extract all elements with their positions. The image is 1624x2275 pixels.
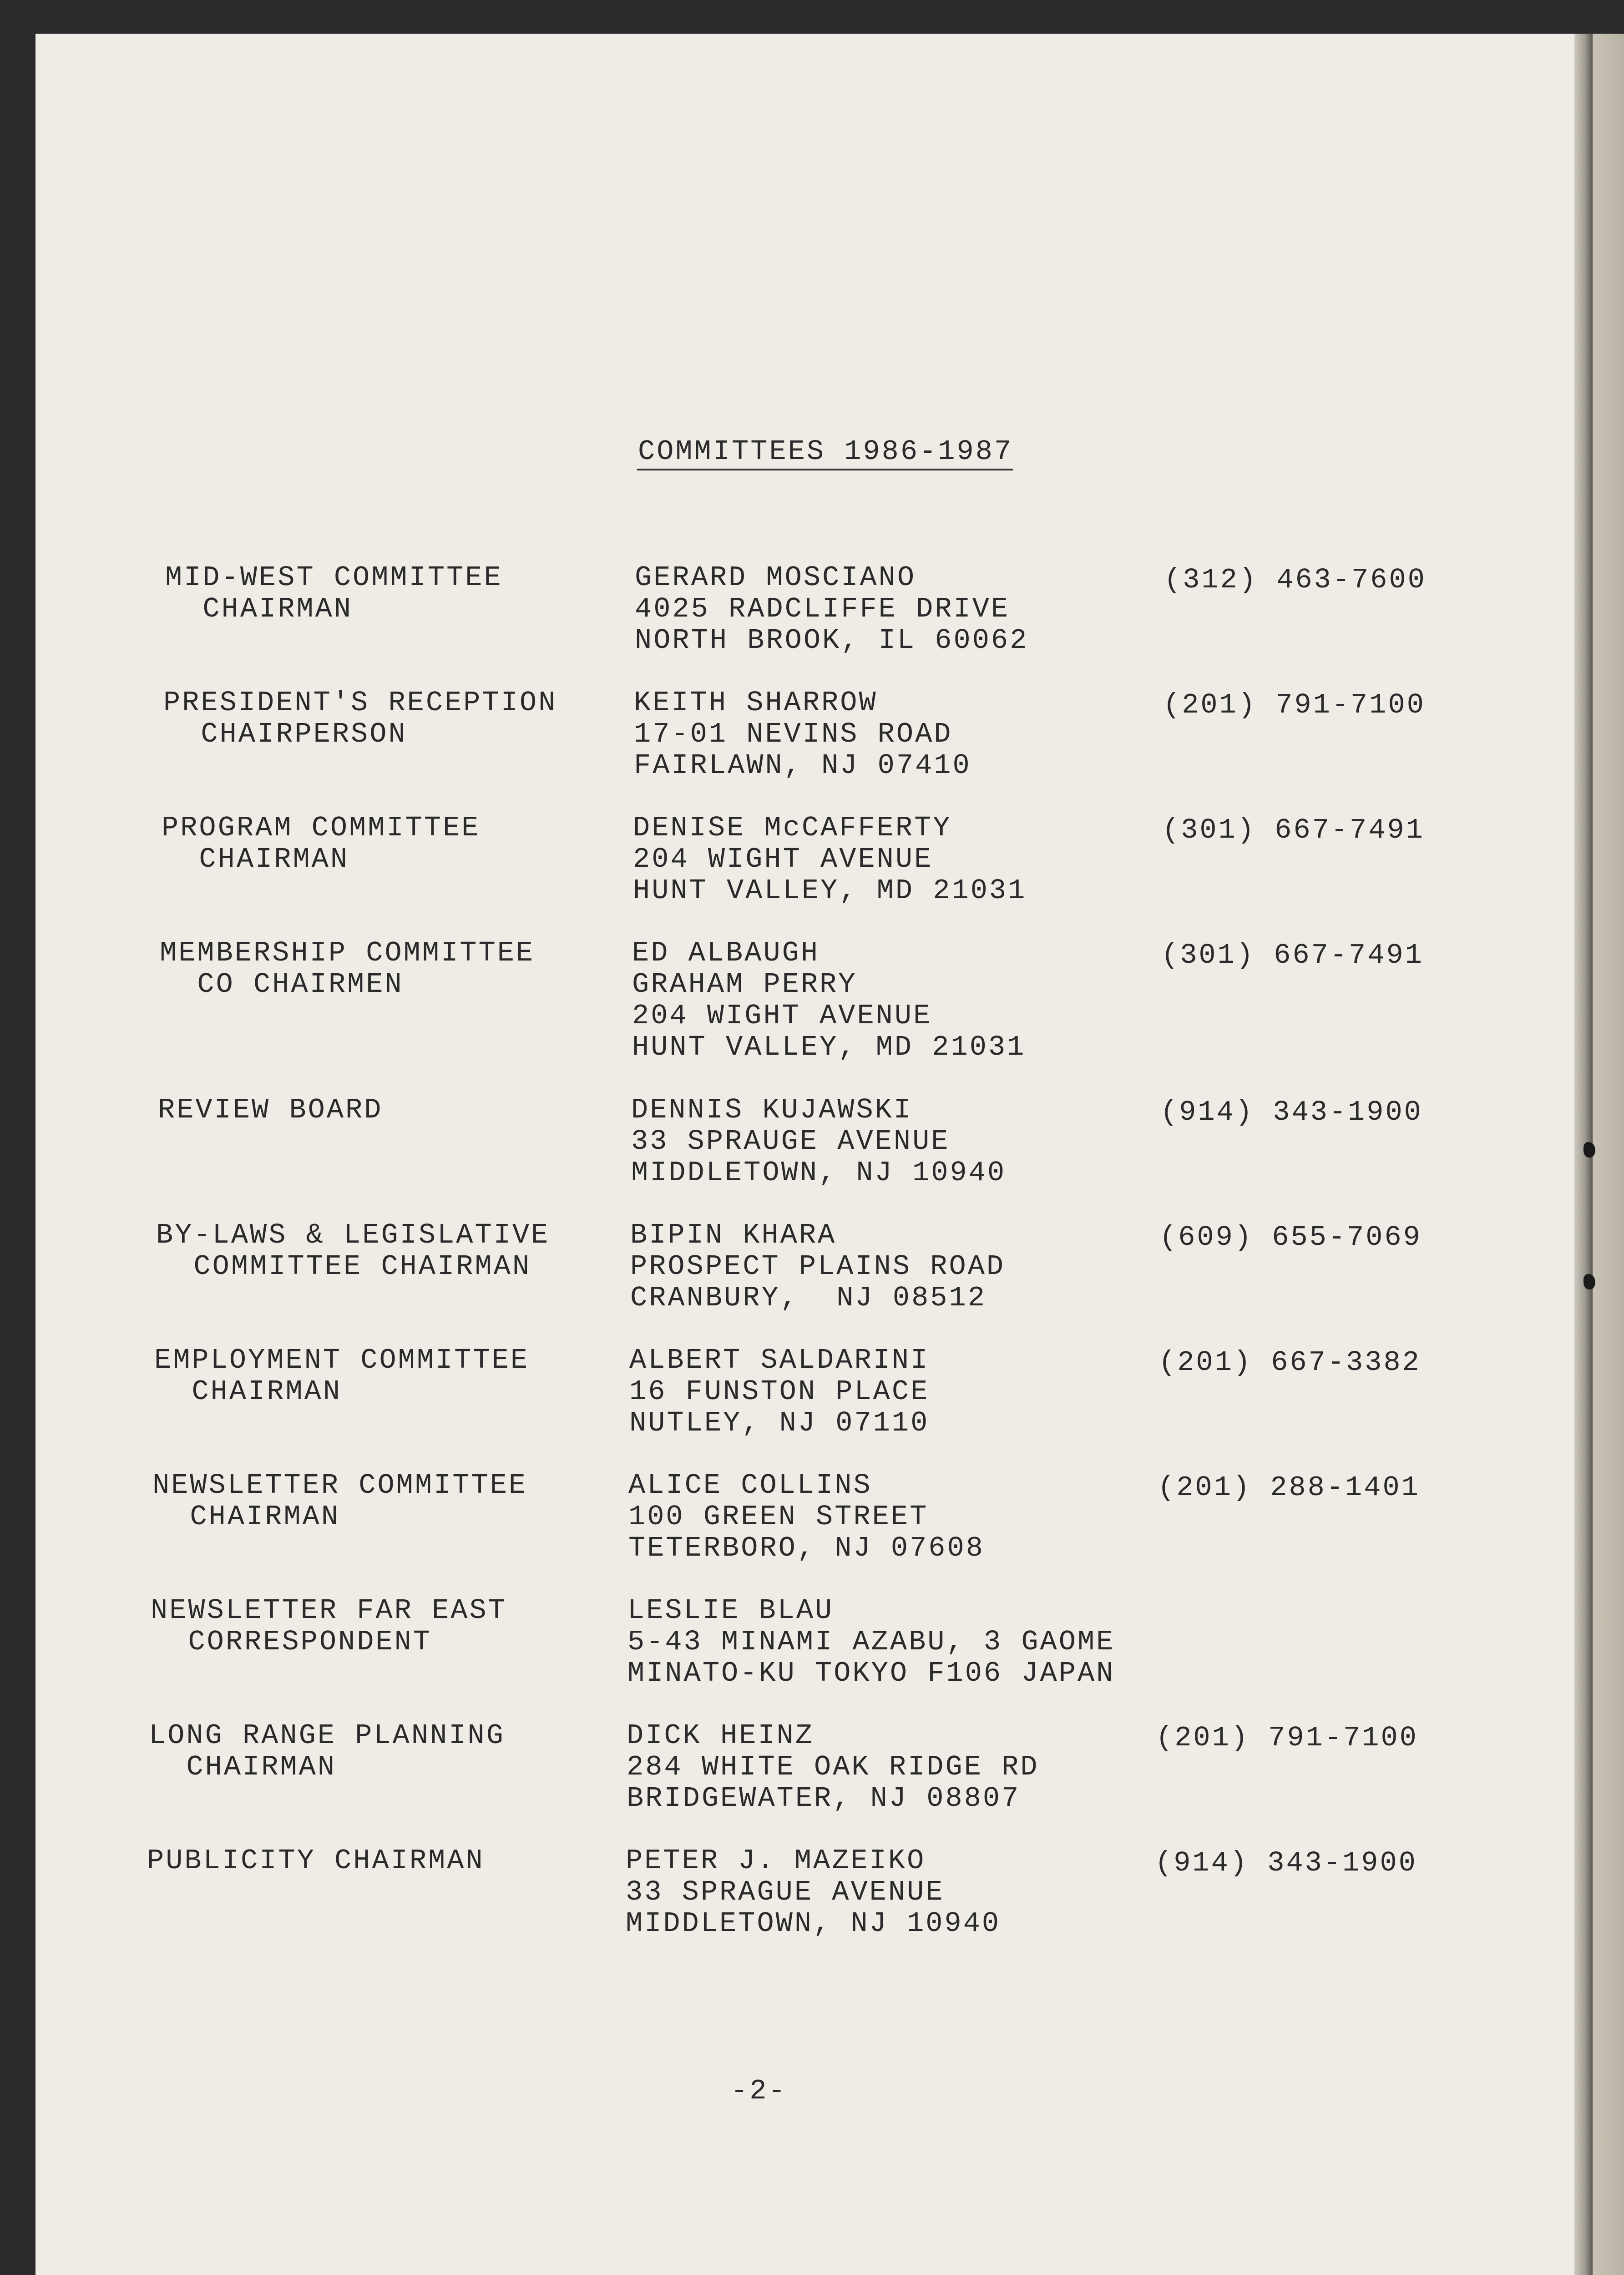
page-number: -2- — [731, 2075, 787, 2107]
member-contact-line: DENISE McCAFFERTY — [633, 812, 952, 844]
committee-role-line: PROGRAM COMMITTEE — [162, 812, 481, 844]
member-contact-line: 17-01 NEVINS ROAD — [634, 718, 953, 750]
committee-role — [160, 937, 535, 1000]
committee-role-line: CO CHAIRMEN — [160, 968, 404, 1001]
member-contact-line: KEITH SHARROW — [634, 687, 878, 719]
member-contact-line: 204 WIGHT AVENUE — [633, 843, 933, 875]
committee-role-line: CHAIRPERSON — [163, 718, 407, 750]
member-contact-line: DICK HEINZ — [627, 1719, 815, 1752]
member-contact-line: MINATO-KU TOKYO F106 JAPAN — [627, 1657, 1115, 1689]
member-contact — [630, 1219, 1005, 1314]
member-contact-line: HUNT VALLEY, MD 21031 — [633, 875, 1027, 907]
committee-role-line: MEMBERSHIP COMMITTEE — [160, 937, 535, 969]
member-contact-line: 4025 RADCLIFFE DRIVE — [635, 593, 1010, 625]
phone-number: (609) 655-7069 — [1159, 1221, 1422, 1254]
committee-role-line: PRESIDENT'S RECEPTION — [163, 687, 557, 719]
committee-role — [163, 687, 557, 750]
member-contact-line: DENNIS KUJAWSKI — [631, 1094, 913, 1126]
title-underline — [637, 469, 1013, 470]
committee-role — [165, 562, 503, 625]
member-contact-line: GERARD MOSCIANO — [635, 561, 916, 594]
member-contact — [629, 1345, 929, 1439]
member-contact-line: ALICE COLLINS — [628, 1469, 872, 1502]
staple-top — [1584, 1142, 1595, 1158]
member-contact-line: HUNT VALLEY, MD 21031 — [632, 1031, 1026, 1063]
committee-role-line: CORRESPONDENT — [151, 1626, 432, 1658]
member-contact-line: FAIRLAWN, NJ 07410 — [634, 749, 971, 782]
committee-role-line: CHAIRMAN — [152, 1501, 340, 1533]
committee-role — [151, 1595, 507, 1658]
committee-role — [147, 1845, 485, 1876]
member-contact — [626, 1845, 1001, 1939]
committee-role — [158, 1094, 383, 1126]
member-contact-line: 5-43 MINAMI AZABU, 3 GAOME — [627, 1626, 1115, 1658]
member-contact-line: GRAHAM PERRY — [632, 968, 857, 1001]
member-contact-line: NORTH BROOK, IL 60062 — [635, 624, 1029, 657]
phone-number: (201) 667-3382 — [1159, 1346, 1421, 1379]
member-contact — [627, 1720, 1039, 1814]
member-contact-line: LESLIE BLAU — [627, 1594, 834, 1627]
member-contact — [628, 1470, 985, 1564]
committee-role-line: MID-WEST COMMITTEE — [165, 561, 503, 594]
committee-role-line: REVIEW BOARD — [158, 1094, 383, 1126]
committee-role — [149, 1720, 505, 1783]
page-edge — [1593, 34, 1624, 2275]
phone-number: (914) 343-1900 — [1160, 1096, 1423, 1128]
member-contact-line: MIDDLETOWN, NJ 10940 — [626, 1907, 1001, 1940]
staple-bottom — [1584, 1274, 1595, 1289]
member-contact-line: ED ALBAUGH — [632, 937, 820, 969]
member-contact-line: BIPIN KHARA — [630, 1219, 837, 1251]
member-contact — [631, 1094, 1006, 1188]
member-contact — [634, 687, 971, 781]
committee-role-line: CHAIRMAN — [162, 843, 349, 875]
member-contact-line: PETER J. MAZEIKO — [626, 1845, 926, 1877]
phone-number: (312) 463-7600 — [1164, 564, 1427, 596]
member-contact-line: 33 SPRAUGE AVENUE — [631, 1125, 950, 1158]
phone-number: (201) 791-7100 — [1156, 1722, 1418, 1754]
member-contact-line: TETERBORO, NJ 07608 — [628, 1532, 985, 1564]
committee-role — [162, 812, 481, 875]
committee-role-line: LONG RANGE PLANNING — [149, 1719, 505, 1752]
committee-role-line: BY-LAWS & LEGISLATIVE — [156, 1219, 550, 1251]
phone-number: (301) 667-7491 — [1162, 814, 1425, 846]
phone-number: (201) 288-1401 — [1158, 1471, 1420, 1504]
member-contact-line: MIDDLETOWN, NJ 10940 — [631, 1157, 1007, 1189]
committee-role-line: PUBLICITY CHAIRMAN — [147, 1845, 485, 1877]
member-contact-line: 33 SPRAGUE AVENUE — [626, 1876, 945, 1908]
committee-role — [154, 1345, 529, 1407]
committee-role — [156, 1219, 550, 1282]
member-contact-line: BRIDGEWATER, NJ 08807 — [627, 1782, 1021, 1815]
member-contact-line: ALBERT SALDARINI — [629, 1344, 930, 1376]
member-contact — [633, 812, 1027, 906]
committee-role-line: NEWSLETTER FAR EAST — [151, 1594, 507, 1627]
committee-role-line: CHAIRMAN — [154, 1375, 342, 1408]
member-contact-line: 284 WHITE OAK RIDGE RD — [627, 1751, 1039, 1783]
committee-role-line: CHAIRMAN — [165, 593, 353, 625]
committee-role-line: NEWSLETTER COMMITTEE — [152, 1469, 528, 1502]
member-contact — [635, 562, 1028, 656]
member-contact-line: CRANBURY, NJ 08512 — [630, 1282, 987, 1314]
member-contact-line: PROSPECT PLAINS ROAD — [630, 1250, 1006, 1283]
phone-number: (201) 791-7100 — [1163, 689, 1426, 721]
member-contact-line: 100 GREEN STREET — [628, 1501, 929, 1533]
committee-role-line: CHAIRMAN — [149, 1751, 337, 1783]
page-title: COMMITTEES 1986-1987 — [638, 435, 1013, 468]
committee-role-line: EMPLOYMENT COMMITTEE — [154, 1344, 530, 1376]
phone-number: (301) 667-7491 — [1161, 939, 1424, 971]
member-contact — [627, 1595, 1115, 1689]
committee-role — [152, 1470, 527, 1532]
member-contact-line: 16 FUNSTON PLACE — [629, 1375, 930, 1408]
committee-role-line: COMMITTEE CHAIRMAN — [156, 1250, 531, 1283]
member-contact-line: NUTLEY, NJ 07110 — [629, 1407, 930, 1439]
member-contact-line: 204 WIGHT AVENUE — [632, 1000, 932, 1032]
phone-number: (914) 343-1900 — [1155, 1847, 1417, 1879]
member-contact — [632, 937, 1026, 1063]
